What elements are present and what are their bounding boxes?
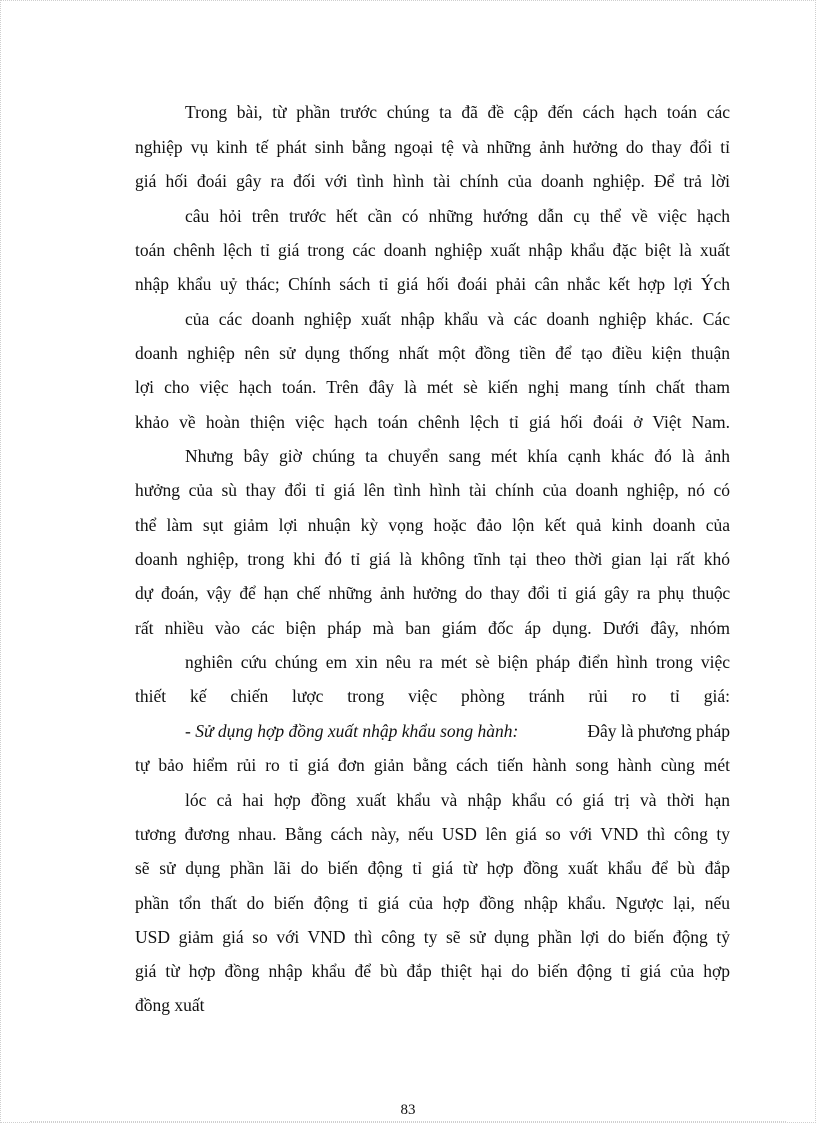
text-line: tự bảo hiểm rủi ro tỉ giá đơn giản bằng cách tiến hành song hành cùng mét [135,755,730,775]
text-line: khảo về hoàn thiện việc hạch toán chênh lệch tỉ giá hối đoái ở Việt Nam. [135,412,730,432]
text-line: giá hối đoái gây ra đối với tình hình tài chính của doanh nghiệp. Để trả lời [135,171,730,191]
text-line: Trong bài, từ phần trước chúng ta đã đề cập đến cách hạch toán các [185,102,730,122]
text-line: sẽ sử dụng phần lãi do biến động tỉ giá từ hợp đồng xuất khẩu để bù đắp [135,858,730,878]
text-line: giá từ hợp đồng nhập khẩu để bù đắp thiệt hại do biến động tỉ giá của hợp [135,961,730,981]
text-line: nghiên cứu chúng em xin nêu ra mét sè biện pháp điển hình trong việc [185,652,730,672]
text-line: Nhưng bây giờ chúng ta chuyển sang mét khía cạnh khác đó là ảnh [185,446,730,466]
text-line: phần tổn thất do biến động tỉ giá của hợp đồng nhập khẩu. Ngược lại, nếu [135,893,730,913]
text-line: rất nhiều vào các biện pháp mà ban giám đốc áp dụng. Dưới đây, nhóm [135,618,730,638]
text-line: tương đương nhau. Bằng cách này, nếu USD lên giá so với VND thì công ty [135,824,730,844]
text-line: câu hỏi trên trước hết cần có những hướng dẫn cụ thể về việc hạch [185,206,730,226]
text-line: dự đoán, vậy để hạn chế những ảnh hưởng do thay đổi tỉ giá gây ra phụ thuộc [135,583,730,603]
text-line: hưởng của sù thay đổi tỉ giá lên tình hình tài chính của doanh nghiệp, nó có [135,480,730,500]
text-segment: Đây là phương pháp [587,721,730,741]
text-line: nhập khẩu uỷ thác; Chính sách tỉ giá hối đoái phải cân nhắc kết hợp lợi Ých [135,274,730,294]
text-line: của các doanh nghiệp xuất nhập khẩu và các doanh nghiệp khác. Các [185,309,730,329]
text-line [185,721,730,741]
text-line: nghiệp vụ kinh tế phát sinh bằng ngoại tệ và những ảnh hưởng do thay đổi tỉ [135,137,730,157]
text-line: thể làm sụt giảm lợi nhuận kỳ vọng hoặc đảo lộn kết quả kinh doanh của [135,515,730,535]
text-line: doanh nghiệp nên sử dụng thống nhất một đồng tiền để tạo điều kiện thuận [135,343,730,363]
text-line: doanh nghiệp, trong khi đó tỉ giá là không tĩnh tại theo thời gian lại rất khó [135,549,730,569]
text-line: đồng xuất [135,995,205,1015]
page-number: 83 [400,1102,416,1118]
text-line: thiết kế chiến lược trong việc phòng tránh rủi ro tỉ giá: [135,686,730,706]
text-line: lợi cho việc hạch toán. Trên đây là mét sè kiến nghị mang tính chất tham [135,377,730,397]
italic-heading: - Sử dụng hợp đồng xuất nhập khẩu song hành: [185,721,519,741]
text-line: USD giảm giá so với VND thì công ty sẽ sử dụng phần lợi do biến động tỷ [135,927,730,947]
footer-divider [30,1121,786,1122]
text-line: toán chênh lệch tỉ giá trong các doanh nghiệp xuất nhập khẩu đặc biệt là xuất [135,240,730,260]
text-line: lóc cả hai hợp đồng xuất khẩu và nhập khẩu có giá trị và thời hạn [185,790,730,810]
